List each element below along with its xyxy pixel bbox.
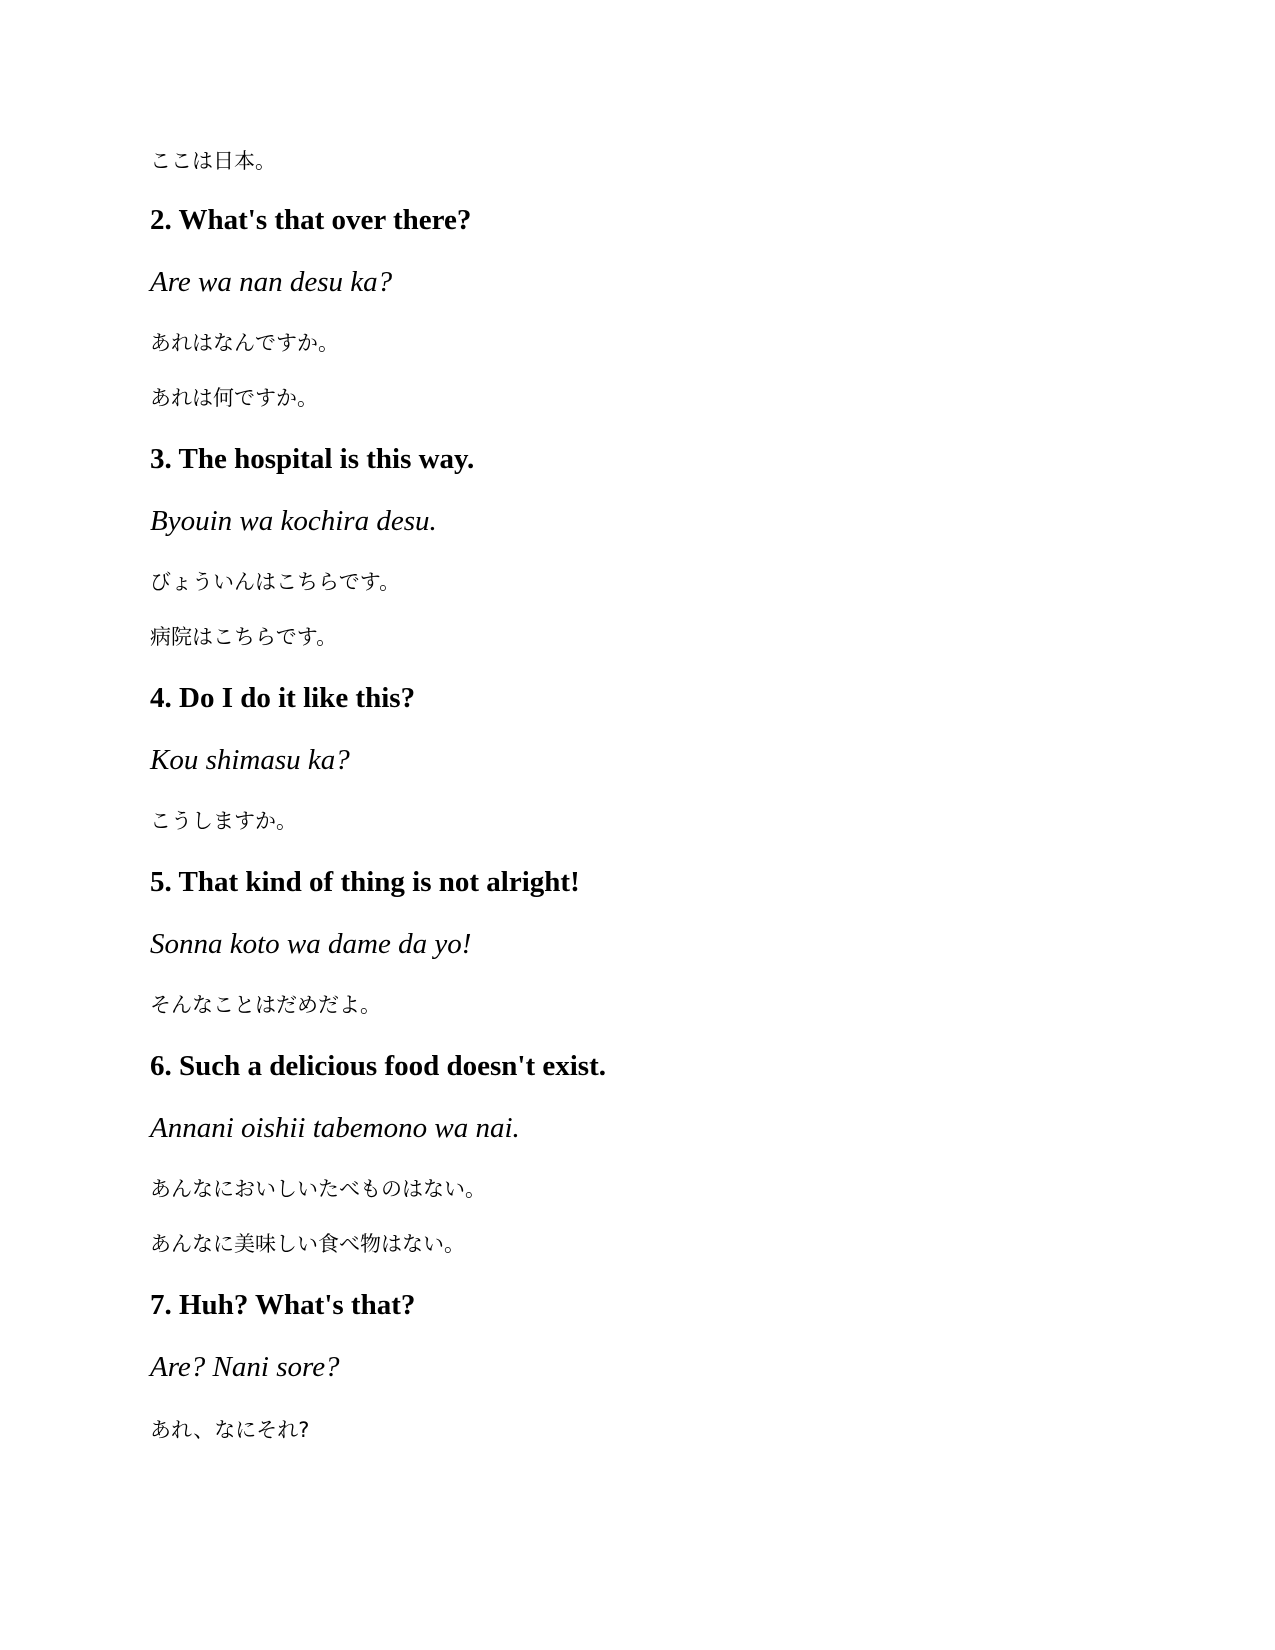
entry-2-kana: あれはなんですか。 (150, 331, 339, 355)
entry-4-romaji: Kou shimasu ka? (150, 744, 350, 776)
entry-3-kana: びょういんはこちらです。 (150, 570, 401, 594)
entry-5-kana: そんなことはだめだよ。 (150, 993, 381, 1017)
entry-2-heading: 2. What's that over there? (150, 204, 472, 236)
entry-4-kana: こうしますか。 (150, 809, 297, 833)
entry-2-romaji: Are wa nan desu ka? (150, 266, 393, 298)
entry-6-kana: あんなにおいしいたべものはない。 (150, 1177, 486, 1201)
entry-7-kana: あれ、なにそれ? (150, 1418, 310, 1442)
entry-6-heading: 6. Such a delicious food doesn't exist. (150, 1050, 606, 1082)
entry-5-heading: 5. That kind of thing is not alright! (150, 866, 580, 898)
entry-6-kanji: あんなに美味しい食べ物はない。 (150, 1232, 465, 1256)
entry-7-romaji: Are? Nani sore? (150, 1351, 340, 1383)
entry-5-romaji: Sonna koto wa dame da yo! (150, 928, 472, 960)
entry-7-heading: 7. Huh? What's that? (150, 1289, 416, 1321)
entry-4-heading: 4. Do I do it like this? (150, 682, 416, 714)
entry-3-heading: 3. The hospital is this way. (150, 443, 475, 475)
entry-2-kanji: あれは何ですか。 (150, 386, 318, 410)
intro-japanese: ここは日本。 (150, 149, 276, 173)
entry-3-kanji: 病院はこちらです。 (150, 625, 338, 649)
entry-6-romaji: Annani oishii tabemono wa nai. (150, 1112, 520, 1144)
entry-3-romaji: Byouin wa kochira desu. (150, 505, 437, 537)
